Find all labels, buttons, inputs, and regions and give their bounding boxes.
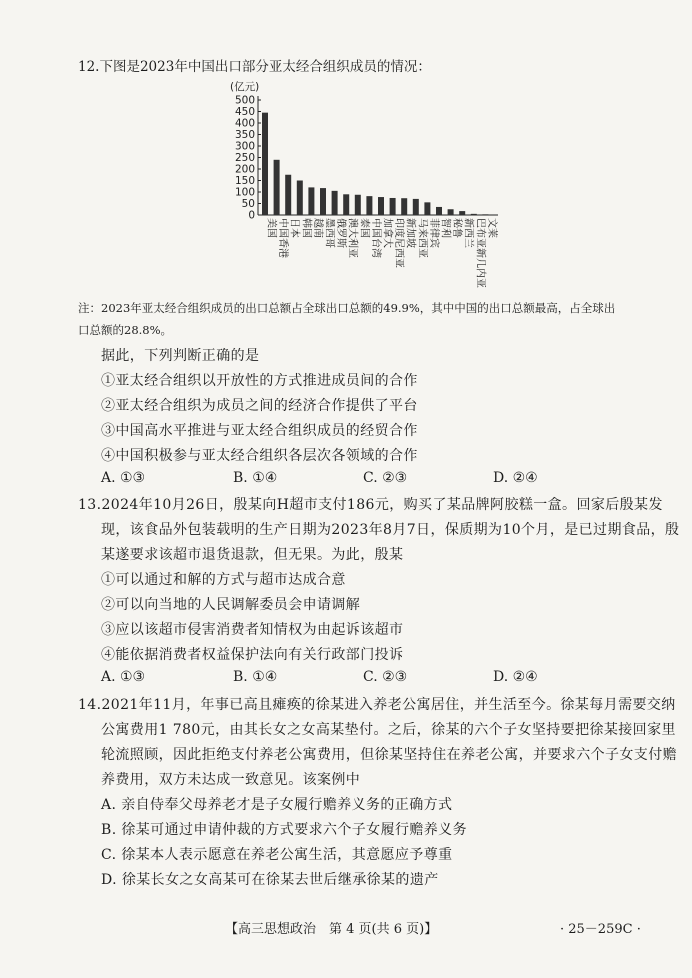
y-tick-label: 100	[234, 186, 255, 199]
bar	[448, 209, 454, 215]
q14-line-3: 轮流照顾，因此拒绝支付养老公寓费用，但徐某坚持住在养老公寓，并要求六个子女支付赡	[101, 747, 677, 763]
q13-statement-3: ③应以该超市侵害消费者知情权为由起诉该超市	[101, 622, 404, 638]
x-tick-label: 印度尼西亚	[393, 218, 405, 268]
bar	[308, 187, 314, 215]
q13-option-d[interactable]: D. ②④	[493, 669, 538, 685]
q12-option-a[interactable]: A. ①③	[101, 470, 146, 486]
x-tick-label: 越南	[311, 218, 323, 238]
q13-line-3: 某遂要求该超市退货退款，但无果。为此，殷某	[101, 547, 404, 563]
y-tick-label: 150	[234, 175, 255, 187]
y-tick-label: 500	[234, 94, 255, 107]
q12-prompt: 据此，下列判断正确的是	[101, 348, 260, 364]
bar	[390, 198, 396, 215]
y-tick-label: 350	[234, 129, 255, 141]
x-tick-label: 巴布亚新几内亚	[474, 218, 486, 288]
x-tick-label: 加拿大	[381, 218, 393, 248]
y-axis-unit-label: (亿元)	[230, 81, 260, 93]
bar	[285, 175, 291, 215]
x-tick-label: 菲律宾	[427, 218, 439, 248]
bar	[413, 199, 419, 215]
q14-option-b[interactable]: B. 徐某可通过申请仲裁的方式要求六个子女履行赡养义务	[101, 822, 467, 838]
bar	[274, 160, 280, 215]
q14-line-1: 14.2021年11月，年事已高且瘫痪的徐某进入养老公寓居住，并生活至今。徐某每月需要交纳	[78, 697, 676, 713]
x-tick-label: 文莱	[485, 218, 497, 238]
q13-statement-1: ①可以通过和解的方式与超市达成合意	[101, 572, 346, 588]
x-tick-label: 秘鲁	[451, 218, 463, 238]
q14-option-d[interactable]: D. 徐某长女之女高某可在徐某去世后继承徐某的遗产	[101, 872, 439, 888]
bar	[366, 196, 372, 215]
q13-line-1: 13.2024年10月26日，殷某向H超市支付186元，购买了某品牌阿胶糕一盒。回家后殷某发	[78, 497, 663, 513]
x-tick-label: 中国香港	[277, 218, 289, 258]
bar	[343, 194, 349, 215]
q12-option-c[interactable]: C. ②③	[363, 470, 408, 486]
bar	[471, 214, 477, 215]
x-tick-label: 日本	[288, 218, 300, 238]
x-tick-label: 新加坡	[404, 218, 416, 248]
y-tick-label: 450	[234, 106, 255, 118]
x-tick-label: 马来西亚	[416, 218, 428, 258]
bar	[482, 214, 488, 215]
y-tick-label: 0	[248, 209, 255, 222]
q12-statement-3: ③中国高水平推进与亚太经合组织成员的经贸合作	[101, 423, 418, 439]
bar	[355, 195, 361, 215]
y-tick-label: 250	[234, 152, 255, 164]
page-footer-code: · 25－259C ·	[560, 922, 641, 937]
q13-line-2: 现，该食品外包装载明的生产日期为2023年8月7日，保质期为10个月，是已过期食品，殷	[101, 522, 680, 538]
x-tick-label: 韩国	[300, 218, 312, 238]
bar	[262, 113, 268, 215]
bar-chart	[228, 78, 508, 293]
q13-statement-4: ④能依据消费者权益保护法向有关行政部门投诉	[101, 647, 404, 663]
y-tick-label: 50	[241, 198, 255, 210]
q12-option-b[interactable]: B. ①④	[233, 470, 278, 486]
y-tick-label: 400	[234, 117, 255, 130]
q14-option-a[interactable]: A. 亲自侍奉父母养老才是子女履行赡养义务的正确方式	[101, 797, 453, 813]
q14-option-c[interactable]: C. 徐某本人表示愿意在养老公寓生活，其意愿应予尊重	[101, 847, 453, 863]
q12-statement-1: ①亚太经合组织以开放性的方式推进成员间的合作	[101, 373, 418, 389]
page-footer-center: 【高三思想政治 第 4 页(共 6 页)】	[225, 922, 438, 937]
q13-statement-2: ②可以向当地的人民调解委员会申请调解	[101, 597, 361, 613]
x-tick-label: 美国	[265, 218, 277, 238]
q12-note-line2: 口总额的28.8%。	[78, 323, 173, 337]
bar	[332, 191, 338, 215]
x-tick-label: 墨西哥	[323, 218, 335, 248]
x-tick-label: 新西兰	[462, 218, 474, 248]
q12-option-d[interactable]: D. ②④	[493, 470, 538, 486]
q13-option-a[interactable]: A. ①③	[101, 669, 146, 685]
bar	[436, 207, 442, 215]
y-tick-label: 200	[234, 163, 255, 176]
bar	[320, 188, 326, 215]
bar	[459, 211, 465, 215]
x-tick-label: 智利	[439, 218, 451, 238]
q13-option-c[interactable]: C. ②③	[363, 669, 408, 685]
q14-line-2: 公寓费用1 780元，由其长女之女高某垫付。之后，徐某的六个子女坚持要把徐某接回家里	[101, 722, 676, 738]
q13-option-b[interactable]: B. ①④	[233, 669, 278, 685]
q12-statement-2: ②亚太经合组织为成员之间的经济合作提供了平台	[101, 398, 418, 414]
x-tick-label: 俄罗斯	[335, 218, 347, 248]
bar	[424, 202, 430, 215]
q12-note-line1: 注：2023年亚太经合组织成员的出口总额占全球出口总额的49.9%，其中中国的出口总额最高，占全球出	[78, 301, 616, 315]
q12-statement-4: ④中国积极参与亚太经合组织各层次各领域的合作	[101, 448, 418, 464]
bar	[401, 198, 407, 215]
q12-title: 12.下图是2023年中国出口部分亚太经合组织成员的情况：	[78, 59, 431, 75]
x-tick-label: 澳大利亚	[346, 218, 358, 258]
x-tick-label: 泰国	[358, 218, 370, 238]
q14-line-4: 养费用，双方未达成一致意见。该案例中	[101, 772, 361, 788]
bar	[297, 181, 303, 216]
x-tick-label: 中国台湾	[369, 218, 381, 258]
bar	[378, 197, 384, 215]
y-tick-label: 300	[234, 140, 255, 153]
